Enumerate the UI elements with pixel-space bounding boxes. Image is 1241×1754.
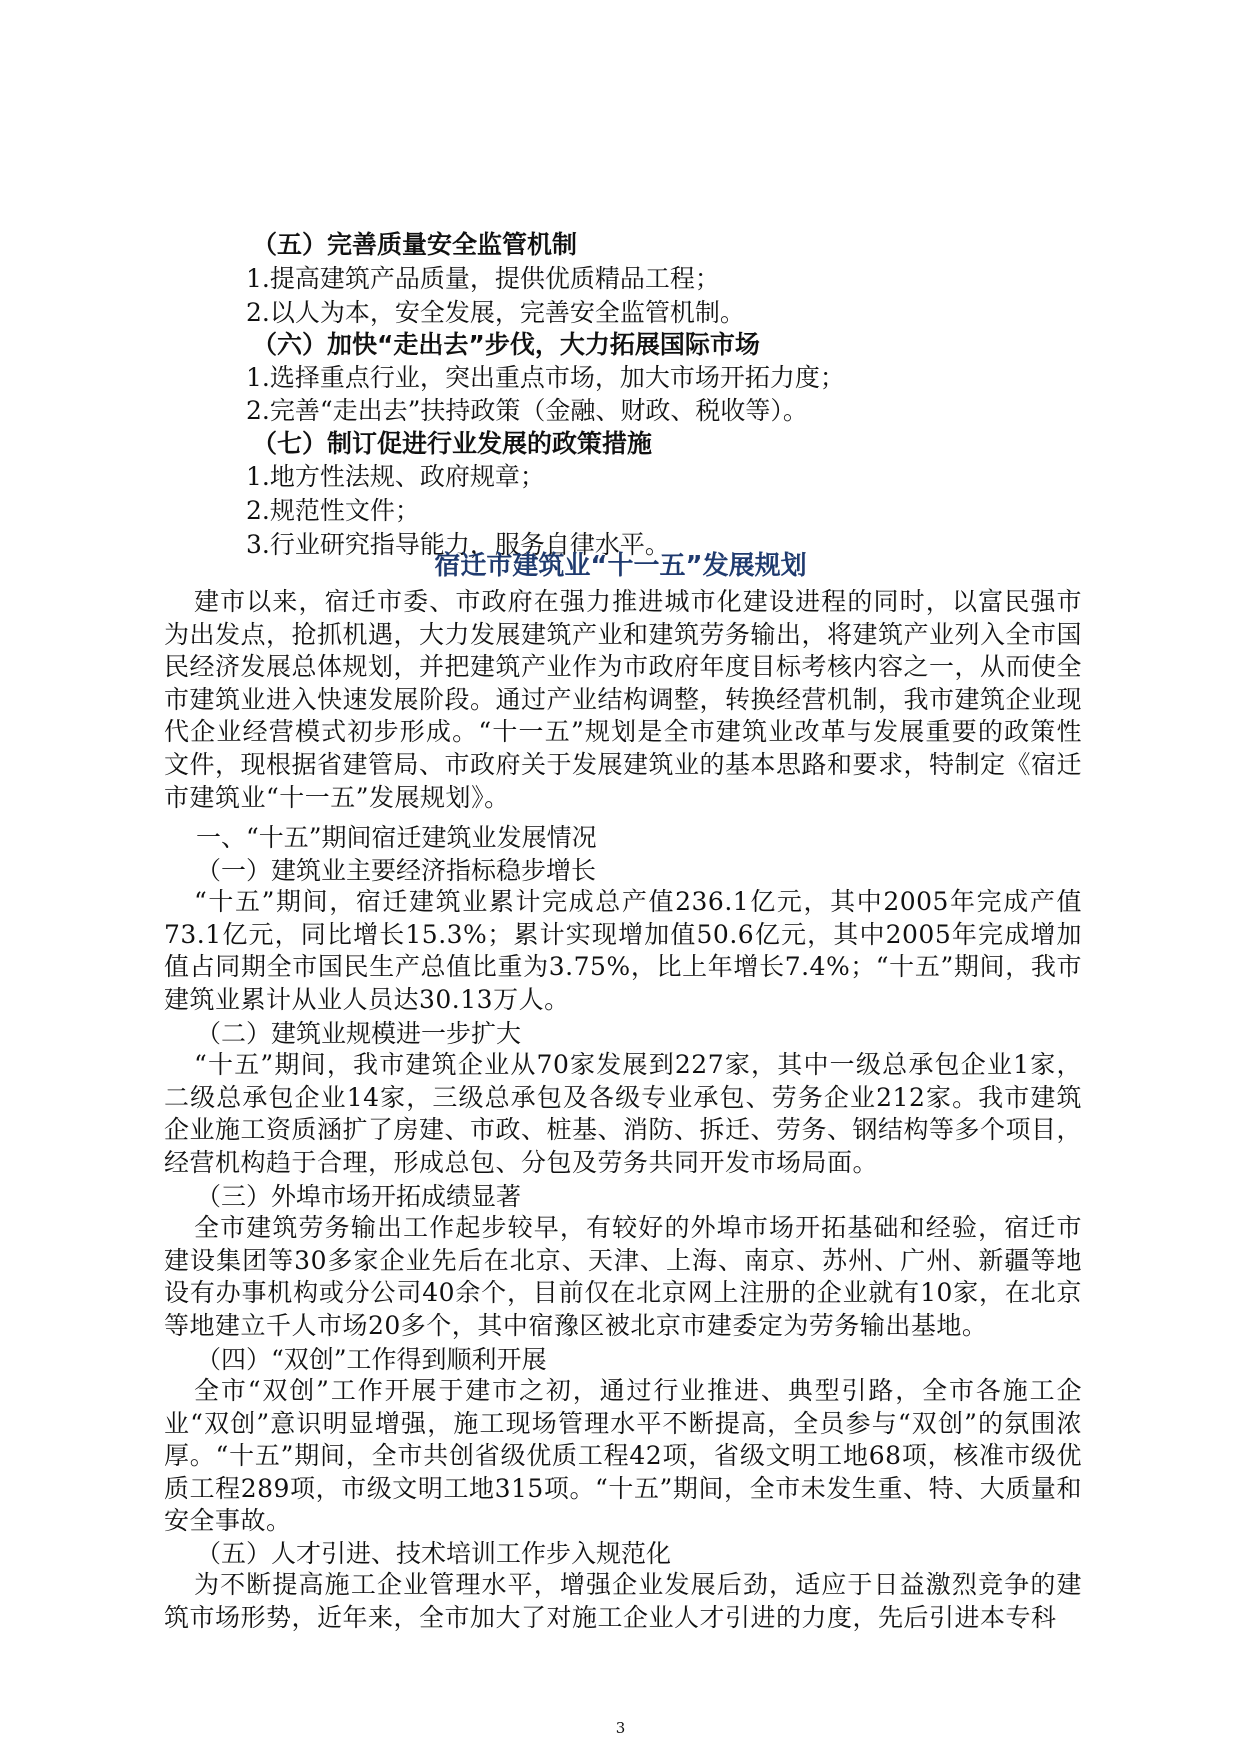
section-heading-6: （六）加快“走出去”步伐，大力拓展国际市场 [252,330,760,359]
subsection-heading: （二）建筑业规模进一步扩大 [196,1019,522,1048]
subsection-heading: （一）建筑业主要经济指标稳步增长 [196,856,597,885]
subsection-heading: （五）人才引进、技术培训工作步入规范化 [196,1539,672,1568]
intro-paragraph: 建市以来，宿迁市委、市政府在强力推进城市化建设进程的同时，以富民强市为出发点，抢抓机遇，大力发展建筑产业和建筑劳务输出，将建筑产业列入全市国民经济发展总体规划，并把建筑产业作为市政府年度目标考核内容之一，从而使全市建筑业进入快速发展阶段。通过产业结构调整，转换经营机制，我市建筑企业现代企业经营模式初步形成。“十一五”规划是全市建筑业改革与发展重要的政策性文件，现根据省建管局、市政府关于发展建筑业的基本思路和要求，特制定《宿迁市建筑业“十一五”发展规划》。 [164,587,1083,812]
part-heading: 一、“十五”期间宿迁建筑业发展情况 [196,823,597,852]
list-item: 1.地方性法规、政府规章； [246,462,545,491]
document-title: 宿迁市建筑业“十一五”发展规划 [434,551,807,581]
body-paragraph: 为不断提高施工企业管理水平，增强企业发展后劲，适应于日益激烈竞争的建筑市场形势，近年来，全市加大了对施工企业人才引进的力度，先后引进本专科 [164,1570,1082,1632]
body-paragraph: 全市建筑劳务输出工作起步较早，有较好的外埠市场开拓基础和经验，宿迁市建设集团等30多家企业先后在北京、天津、上海、南京、苏州、广州、新疆等地设有办事机构或分公司40余个，目前仅在北京网上注册的企业就有10家，在北京等地建立千人市场20多个，其中宿豫区被北京市建委定为劳务输出基地。 [164,1213,1082,1340]
list-item: 1.选择重点行业，突出重点市场，加大市场开拓力度； [246,363,845,392]
list-item: 2.规范性文件； [246,496,420,525]
list-item: 1.提高建筑产品质量，提供优质精品工程； [246,264,720,293]
list-item: 2.以人为本，安全发展，完善安全监管机制。 [246,298,745,327]
body-paragraph: 全市“双创”工作开展于建市之初，通过行业推进、典型引路，全市各施工企业“双创”意识明显增强，施工现场管理水平不断提高，全员参与“双创”的氛围浓厚。“十五”期间，全市共创省级优质工程42项，省级文明工地68项，核准市级优质工程289项，市级文明工地315项。“十五”期间，全市未发生重、特、大质量和安全事故。 [164,1376,1082,1536]
list-item: 2.完善“走出去”扶持政策（金融、财政、税收等）。 [246,396,808,425]
body-paragraph: “十五”期间，宿迁建筑业累计完成总产值236.1亿元，其中2005年完成产值73.1亿元，同比增长15.3%；累计实现增加值50.6亿元，其中2005年完成增加值占同期全市国民生产总值比重为3.75%，比上年增长7.4%；“十五”期间，我市建筑业累计从业人员达30.13万人。 [164,887,1082,1014]
section-heading-5: （五）完善质量安全监管机制 [252,230,578,259]
list-item: 3.行业研究指导能力，服务自律水平。 [246,530,670,559]
body-paragraph: “十五”期间，我市建筑企业从70家发展到227家，其中一级总承包企业1家，二级总承包企业14家，三级总承包及各级专业承包、劳务企业212家。我市建筑企业施工资质涵扩了房建、市政、桩基、消防、拆迁、劳务、钢结构等多个项目，经营机构趋于合理，形成总包、分包及劳务共同开发市场局面。 [164,1050,1083,1177]
page-number: 3 [615,1719,626,1737]
subsection-heading: （四）“双创”工作得到顺利开展 [196,1345,547,1374]
subsection-heading: （三）外埠市场开拓成绩显著 [196,1182,522,1211]
section-heading-7: （七）制订促进行业发展的政策措施 [252,429,653,458]
